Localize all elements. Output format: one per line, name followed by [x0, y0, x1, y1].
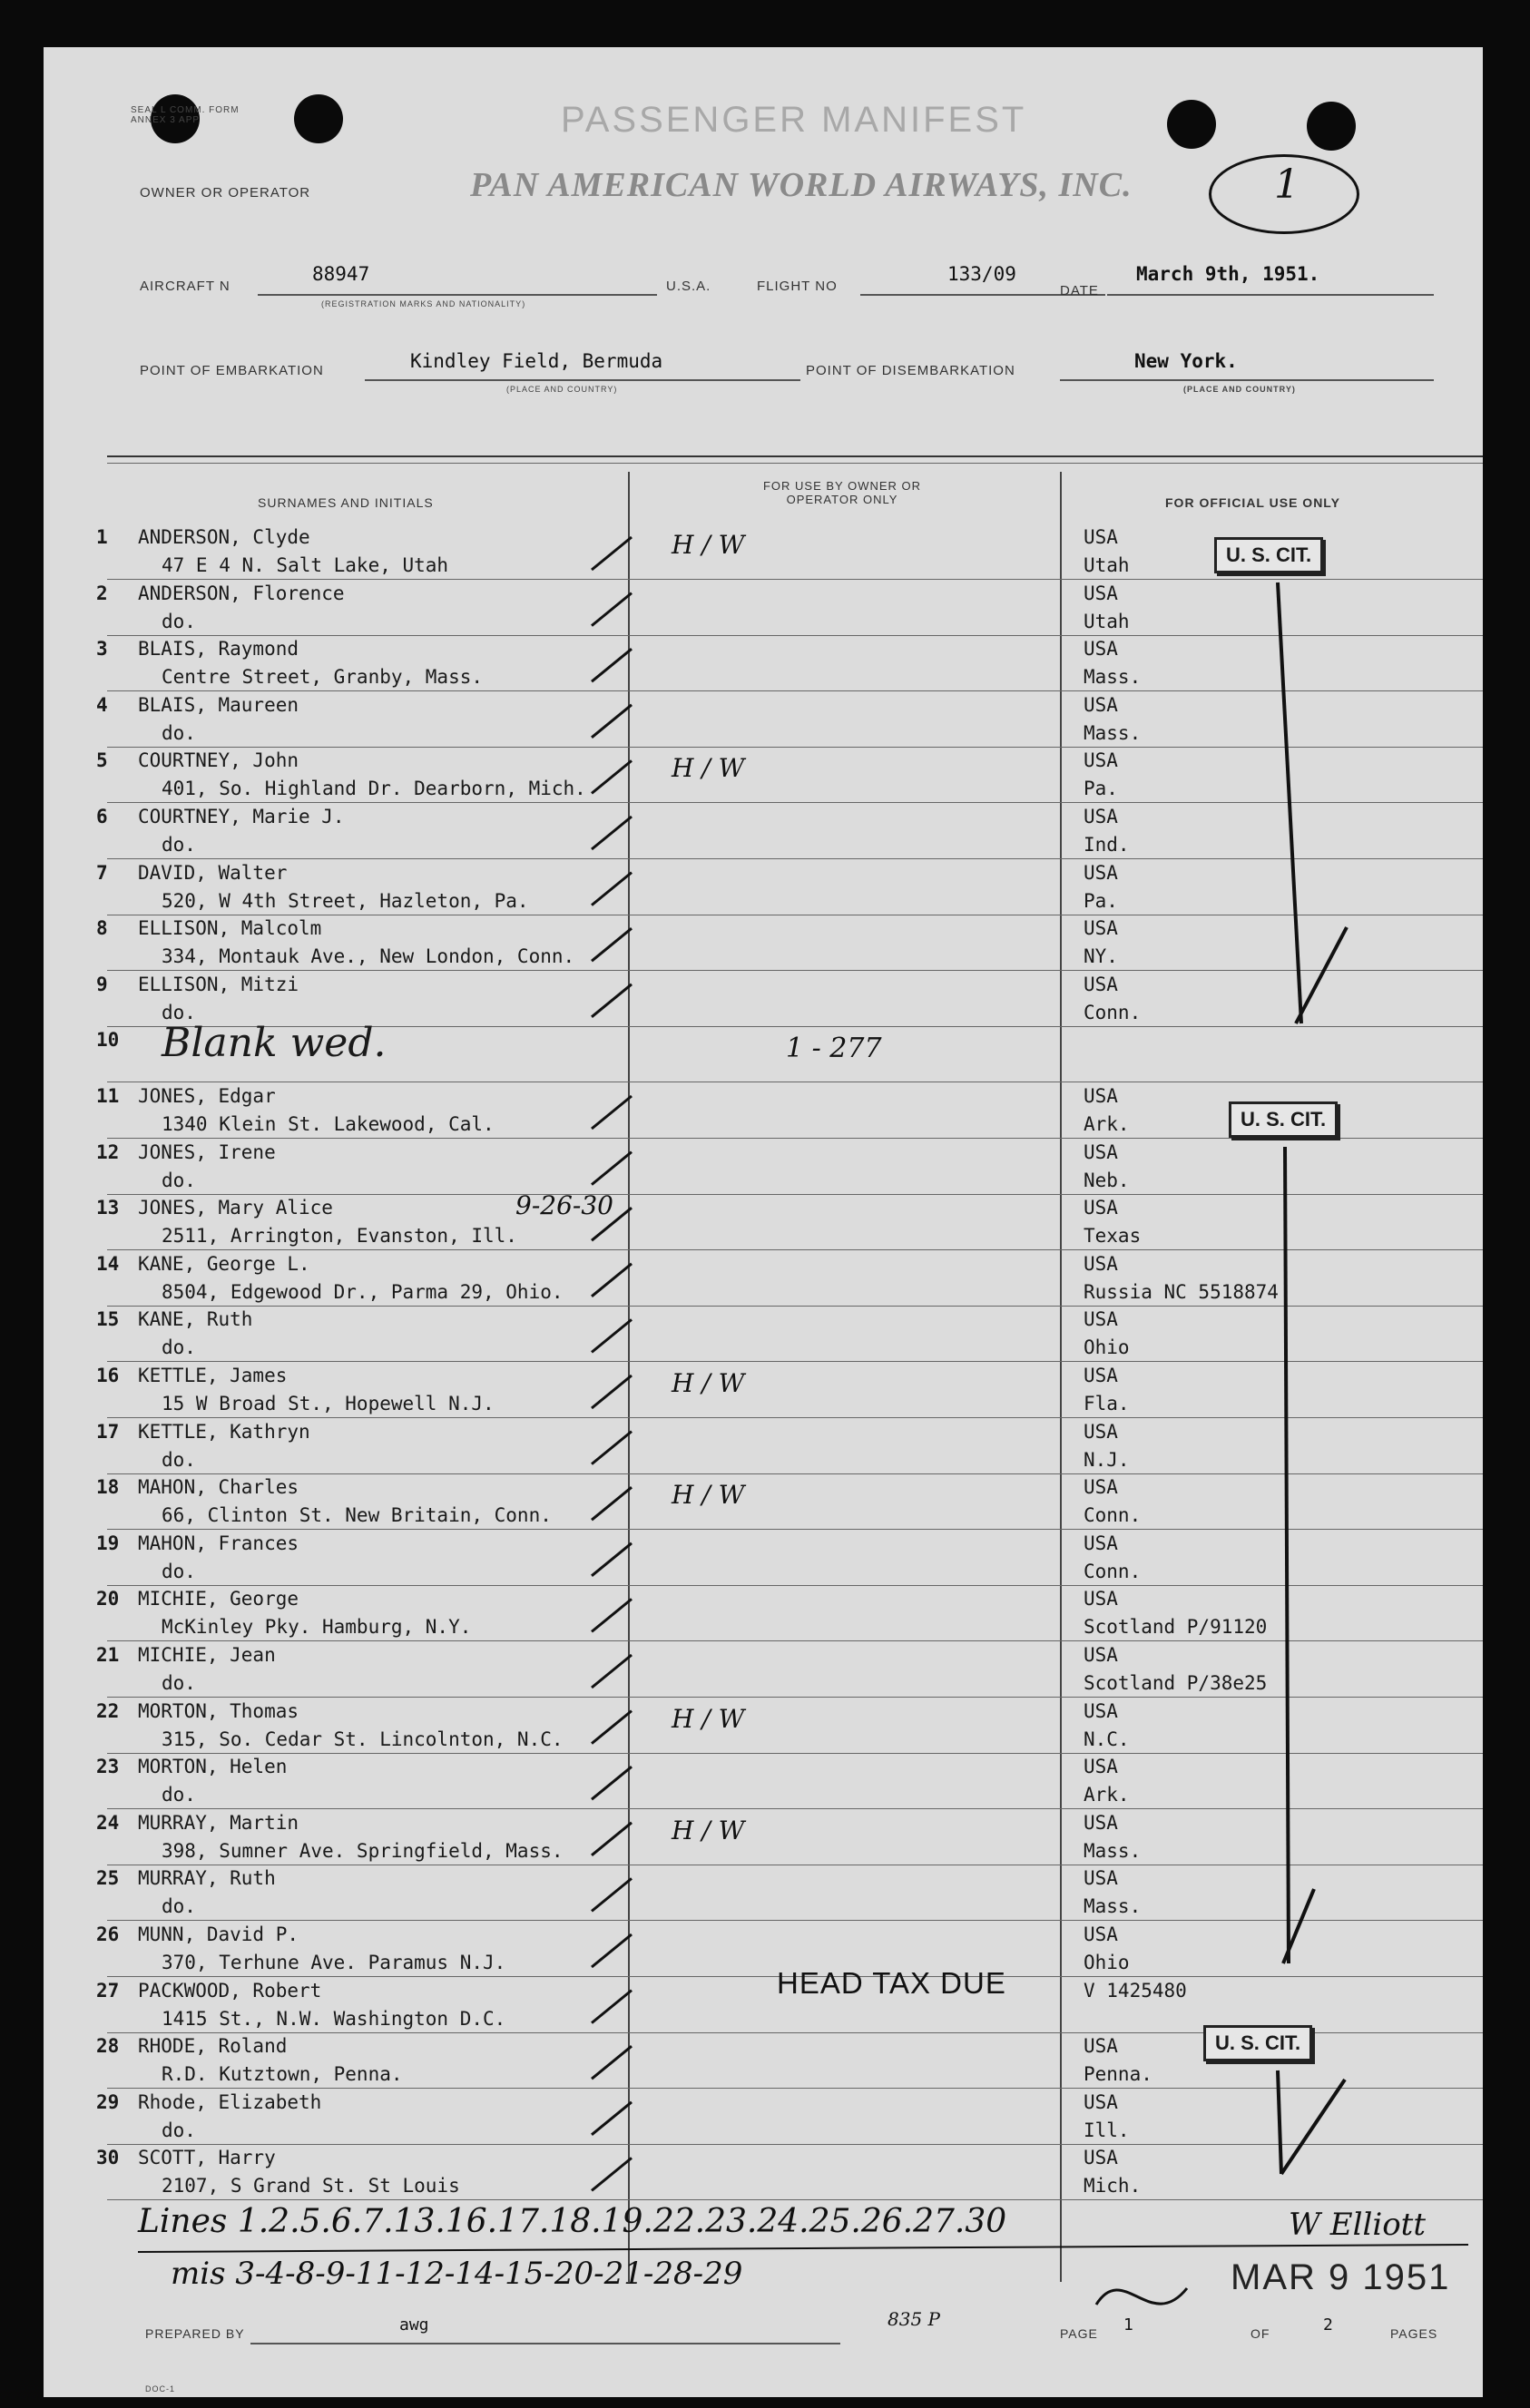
- passenger-number: 24: [96, 1811, 120, 1834]
- passenger-nationality: USA: [1084, 2090, 1118, 2113]
- check-mark: [592, 928, 632, 961]
- passenger-name: MAHON, Charles: [138, 1476, 299, 1499]
- passenger-name: PACKWOOD, Robert: [138, 1979, 322, 2002]
- passenger-nationality: USA: [1084, 638, 1118, 661]
- us-cit-stamp-3: U. S. CIT.: [1203, 2025, 1312, 2061]
- passenger-address: do.: [162, 1672, 196, 1694]
- passenger-address: 334, Montauk Ave., New London, Conn.: [162, 945, 575, 968]
- passenger-nationality: USA: [1084, 1532, 1118, 1554]
- page-value: 1: [1123, 2315, 1133, 2335]
- passenger-number: 3: [96, 638, 108, 661]
- operator-mark: H / W: [672, 1368, 745, 1398]
- of-label: OF: [1250, 2326, 1270, 2341]
- passenger-number: 16: [96, 1365, 120, 1386]
- passenger-state: Conn.: [1084, 1504, 1142, 1527]
- passenger-number: 9: [96, 973, 108, 995]
- passenger-address: R.D. Kutztown, Penna.: [162, 2063, 403, 2086]
- passenger-name: Blank wed.: [162, 1020, 387, 1067]
- check-mark: [592, 1096, 632, 1129]
- passenger-number: 21: [96, 1644, 120, 1666]
- page-circle-number: 1: [1274, 162, 1300, 208]
- aircraft-value: 88947: [312, 263, 370, 285]
- passenger-nationality: USA: [1084, 806, 1118, 827]
- passenger-address: do.: [162, 1448, 196, 1471]
- passenger-name: ANDERSON, Florence: [138, 582, 345, 604]
- lines-note: Lines 1.2.5.6.7.13.16.17.18.19.22.23.24.25.26.27.30: [138, 2203, 1007, 2240]
- passenger-nationality: USA: [1084, 693, 1118, 716]
- passenger-state: Penna.: [1084, 2063, 1152, 2086]
- column-header-official-use: FOR OFFICIAL USE ONLY: [1165, 495, 1340, 510]
- passenger-number: 12: [96, 1140, 120, 1163]
- passenger-number: 14: [96, 1252, 120, 1275]
- check-mark: [592, 1152, 632, 1185]
- passenger-address: 2107, S Grand St. St Louis: [162, 2175, 460, 2198]
- passenger-name: KETTLE, Kathryn: [138, 1420, 310, 1443]
- passenger-nationality: USA: [1084, 973, 1118, 995]
- passenger-name: KANE, George L.: [138, 1252, 310, 1275]
- passenger-nationality: USA: [1084, 1197, 1118, 1219]
- passenger-name: MUNN, David P.: [138, 1923, 299, 1945]
- corner-form-stamp: SEAL L COMM. FORM ANNEX 3 APP: [131, 105, 240, 125]
- passenger-number: 19: [96, 1532, 120, 1554]
- passenger-nationality: USA: [1084, 526, 1118, 548]
- aircraft-label: AIRCRAFT N: [140, 279, 230, 294]
- passenger-address: 2511, Arrington, Evanston, Ill.: [162, 1225, 517, 1248]
- passenger-state: Texas: [1084, 1225, 1142, 1248]
- head-tax-due: HEAD TAX DUE: [777, 1966, 1006, 2000]
- passenger-state: Russia NC 5518874: [1084, 1280, 1279, 1303]
- passenger-state: Ark.: [1084, 1113, 1130, 1135]
- prepared-by-underline: [250, 2343, 840, 2344]
- check-mark: [592, 1208, 632, 1240]
- passenger-name: COURTNEY, Marie J.: [138, 806, 345, 827]
- check-mark: [592, 1878, 632, 1911]
- passenger-name: ELLISON, Mitzi: [138, 973, 299, 995]
- operator-mark: H / W: [672, 1480, 745, 1511]
- passenger-nationality: USA: [1084, 861, 1118, 884]
- passenger-name: SCOTT, Harry: [138, 2147, 276, 2169]
- check-mark: [592, 649, 632, 681]
- check-mark: [592, 1711, 632, 1744]
- passenger-address: 8504, Edgewood Dr., Parma 29, Ohio.: [162, 1280, 564, 1303]
- prepared-by-label: PREPARED BY: [145, 2326, 245, 2341]
- check-mark: [592, 1543, 632, 1576]
- passenger-state: Conn.: [1084, 1001, 1142, 1023]
- check-mark: [592, 2102, 632, 2135]
- passenger-nationality: USA: [1084, 2035, 1118, 2058]
- check-mark: [592, 593, 632, 626]
- received-date-stamp: MAR 9 1951: [1231, 2257, 1451, 2297]
- passenger-nationality: USA: [1084, 1867, 1118, 1890]
- column-header-owner-use: FOR USE BY OWNER OR OPERATOR ONLY: [762, 479, 922, 506]
- passenger-nationality: USA: [1084, 1923, 1118, 1945]
- passenger-nationality: USA: [1084, 1140, 1118, 1163]
- disembarkation-label: POINT OF DISEMBARKATION: [806, 363, 1015, 378]
- passenger-address: do.: [162, 1895, 196, 1918]
- passenger-name: MURRAY, Ruth: [138, 1867, 276, 1890]
- embarkation-caption: (PLACE AND COUNTRY): [506, 385, 618, 394]
- passenger-state: NY.: [1084, 945, 1118, 968]
- check-mark: [592, 1767, 632, 1799]
- passenger-address: 401, So. Highland Dr. Dearborn, Mich.: [162, 778, 586, 800]
- passenger-address: do.: [162, 721, 196, 744]
- check-mark: [592, 1264, 632, 1297]
- disembarkation-caption: (PLACE AND COUNTRY): [1183, 385, 1296, 394]
- passenger-state: Ohio: [1084, 1336, 1130, 1359]
- passenger-number: 23: [96, 1756, 120, 1778]
- column-header-surnames: SURNAMES AND INITIALS: [258, 495, 434, 510]
- passenger-name: MICHIE, George: [138, 1588, 299, 1610]
- check-mark: [592, 984, 632, 1017]
- passenger-nationality: USA: [1084, 1420, 1118, 1443]
- passenger-address: do.: [162, 1560, 196, 1582]
- pages-label: PAGES: [1390, 2326, 1438, 2341]
- check-mark: [592, 873, 632, 905]
- embarkation-label: POINT OF EMBARKATION: [140, 363, 324, 378]
- registration-caption: (REGISTRATION MARKS AND NATIONALITY): [321, 299, 526, 308]
- passenger-address: 520, W 4th Street, Hazleton, Pa.: [162, 889, 529, 912]
- passenger-state: Mass.: [1084, 666, 1142, 689]
- operator-mark: H / W: [672, 1815, 745, 1845]
- passenger-address: do.: [162, 1336, 196, 1359]
- passenger-number: 7: [96, 861, 108, 884]
- passenger-state: Ill.: [1084, 2119, 1130, 2141]
- operator-mark: 1 - 277: [786, 1033, 882, 1065]
- passenger-address: 370, Terhune Ave. Paramus N.J.: [162, 1952, 506, 1973]
- passenger-address: do.: [162, 1784, 196, 1806]
- passenger-number: 26: [96, 1923, 120, 1945]
- passenger-nationality: USA: [1084, 2147, 1118, 2169]
- passenger-number: 22: [96, 1699, 120, 1722]
- passenger-address: do.: [162, 834, 196, 856]
- passenger-state: Scotland P/91120: [1084, 1616, 1268, 1639]
- manifest-title: PASSENGER MANIFEST: [561, 100, 1027, 140]
- passenger-name: RHODE, Roland: [138, 2035, 288, 2058]
- passenger-number: 8: [96, 917, 108, 940]
- date-handwritten-note: 9-26-30: [515, 1190, 613, 1220]
- disembarkation-value: New York.: [1134, 350, 1238, 372]
- company-name: PAN AMERICAN WORLD AIRWAYS, INC.: [470, 166, 1133, 204]
- check-mark: [592, 1432, 632, 1464]
- operator-mark: H / W: [672, 753, 745, 784]
- passenger-address: Centre Street, Granby, Mass.: [162, 666, 484, 689]
- passenger-state: N.C.: [1084, 1728, 1130, 1750]
- check-mark: [592, 760, 632, 793]
- passenger-nationality: USA: [1084, 749, 1118, 772]
- passenger-nationality: USA: [1084, 1811, 1118, 1834]
- passenger-number: 30: [96, 2147, 120, 2169]
- sub-note: 835 P: [888, 2308, 940, 2330]
- passenger-name: MICHIE, Jean: [138, 1644, 276, 1666]
- check-mark: [592, 1599, 632, 1631]
- passenger-nationality: USA: [1084, 1588, 1118, 1610]
- passenger-state: Mich.: [1084, 2175, 1142, 2198]
- passenger-number: 6: [96, 806, 108, 827]
- passenger-state: Fla.: [1084, 1393, 1130, 1414]
- form-code: DOC-1: [145, 2384, 176, 2393]
- passenger-name: KANE, Ruth: [138, 1308, 253, 1331]
- flight-label: FLIGHT NO: [757, 279, 838, 294]
- passenger-name: JONES, Irene: [138, 1140, 276, 1163]
- check-mark: [592, 1487, 632, 1520]
- check-mark: [592, 2158, 632, 2190]
- passenger-name: MAHON, Frances: [138, 1532, 299, 1554]
- passenger-number: 15: [96, 1308, 120, 1331]
- passenger-nationality: USA: [1084, 1756, 1118, 1778]
- passenger-nationality: USA: [1084, 1308, 1118, 1331]
- check-mark: [592, 1655, 632, 1688]
- mis-note: mis 3-4-8-9-11-12-14-15-20-21-28-29: [171, 2256, 743, 2292]
- of-value: 2: [1323, 2315, 1333, 2335]
- passenger-address: do.: [162, 610, 196, 632]
- passenger-name: MURRAY, Martin: [138, 1811, 299, 1834]
- check-mark: [592, 1375, 632, 1408]
- check-mark: [592, 537, 632, 570]
- passenger-nationality: USA: [1084, 1644, 1118, 1666]
- manifest-sheet: [44, 47, 1483, 2397]
- date-value: March 9th, 1951.: [1136, 263, 1320, 285]
- passenger-address: do.: [162, 2119, 196, 2141]
- check-mark: [592, 2046, 632, 2079]
- passenger-state: Mass.: [1084, 1839, 1142, 1862]
- passenger-number: 10: [96, 1029, 120, 1052]
- passenger-state: Utah: [1084, 554, 1130, 576]
- passenger-nationality: USA: [1084, 1085, 1118, 1107]
- passenger-nationality: USA: [1084, 1252, 1118, 1275]
- us-cit-stamp-1: U. S. CIT.: [1214, 537, 1323, 573]
- passenger-name: JONES, Edgar: [138, 1085, 276, 1107]
- passenger-state: N.J.: [1084, 1448, 1130, 1471]
- passenger-name: ELLISON, Malcolm: [138, 917, 322, 940]
- passenger-address: do.: [162, 1001, 196, 1023]
- page-label: PAGE: [1060, 2326, 1098, 2341]
- passenger-number: 2: [96, 582, 108, 604]
- passenger-address: 47 E 4 N. Salt Lake, Utah: [162, 554, 449, 576]
- passenger-state: Utah: [1084, 610, 1130, 632]
- passenger-state: Pa.: [1084, 778, 1118, 800]
- passenger-name: MORTON, Helen: [138, 1756, 288, 1778]
- passenger-address: 1340 Klein St. Lakewood, Cal.: [162, 1113, 495, 1135]
- passenger-number: 5: [96, 749, 108, 772]
- passenger-name: MORTON, Thomas: [138, 1699, 299, 1722]
- passenger-nationality: USA: [1084, 582, 1118, 604]
- passenger-address: McKinley Pky. Hamburg, N.Y.: [162, 1616, 472, 1639]
- handwriting-overlay: [44, 47, 1483, 2397]
- passenger-number: 29: [96, 2090, 120, 2113]
- passenger-number: 4: [96, 693, 108, 716]
- passenger-number: 27: [96, 1979, 120, 2002]
- passenger-nationality: USA: [1084, 1699, 1118, 1722]
- passenger-number: 13: [96, 1197, 120, 1219]
- check-mark: [592, 1823, 632, 1855]
- operator-mark: H / W: [672, 530, 745, 560]
- passenger-number: 25: [96, 1867, 120, 1890]
- passenger-address: 15 W Broad St., Hopewell N.J.: [162, 1393, 495, 1414]
- lines-initials: W Elliott: [1289, 2207, 1426, 2243]
- passenger-name: Rhode, Elizabeth: [138, 2090, 322, 2113]
- passenger-name: COURTNEY, John: [138, 749, 299, 772]
- operator-mark: H / W: [672, 1703, 745, 1734]
- passenger-nationality: USA: [1084, 1476, 1118, 1499]
- passenger-state: Conn.: [1084, 1560, 1142, 1582]
- passenger-state: Ind.: [1084, 834, 1130, 856]
- owner-label: OWNER OR OPERATOR: [140, 185, 311, 201]
- passenger-state: Mass.: [1084, 1895, 1142, 1918]
- passenger-nationality: V 1425480: [1084, 1979, 1187, 2002]
- check-mark: [592, 1991, 632, 2023]
- prepared-by-value: awg: [399, 2315, 429, 2335]
- country-label: U.S.A.: [666, 279, 711, 294]
- check-mark: [592, 1319, 632, 1352]
- passenger-name: ANDERSON, Clyde: [138, 526, 310, 548]
- passenger-state: Ohio: [1084, 1952, 1130, 1973]
- passenger-state: Ark.: [1084, 1784, 1130, 1806]
- passenger-address: do.: [162, 1169, 196, 1191]
- us-cit-stamp-2: U. S. CIT.: [1229, 1101, 1338, 1138]
- check-mark: [592, 1934, 632, 1967]
- passenger-number: 20: [96, 1588, 120, 1610]
- passenger-address: 398, Sumner Ave. Springfield, Mass.: [162, 1839, 564, 1862]
- passenger-address: 1415 St., N.W. Washington D.C.: [162, 2007, 506, 2030]
- passenger-state: Scotland P/38e25: [1084, 1672, 1268, 1694]
- passenger-number: 28: [96, 2035, 120, 2058]
- passenger-address: 66, Clinton St. New Britain, Conn.: [162, 1504, 552, 1527]
- passenger-number: 1: [96, 526, 108, 548]
- passenger-name: BLAIS, Maureen: [138, 693, 299, 716]
- flight-value: 133/09: [947, 263, 1016, 285]
- passenger-nationality: USA: [1084, 917, 1118, 940]
- embarkation-value: Kindley Field, Bermuda: [410, 350, 663, 372]
- passenger-number: 17: [96, 1420, 120, 1443]
- passenger-state: Neb.: [1084, 1169, 1130, 1191]
- passenger-state: Pa.: [1084, 889, 1118, 912]
- passenger-name: JONES, Mary Alice: [138, 1197, 333, 1219]
- passenger-number: 18: [96, 1476, 120, 1499]
- passenger-name: KETTLE, James: [138, 1365, 288, 1386]
- passenger-state: Mass.: [1084, 721, 1142, 744]
- passenger-number: 11: [96, 1085, 120, 1107]
- date-label: DATE: [1060, 283, 1099, 299]
- check-mark: [592, 817, 632, 849]
- passenger-address: 315, So. Cedar St. Lincolnton, N.C.: [162, 1728, 564, 1750]
- passenger-name: BLAIS, Raymond: [138, 638, 299, 661]
- passenger-name: DAVID, Walter: [138, 861, 288, 884]
- check-mark: [592, 705, 632, 738]
- passenger-nationality: USA: [1084, 1365, 1118, 1386]
